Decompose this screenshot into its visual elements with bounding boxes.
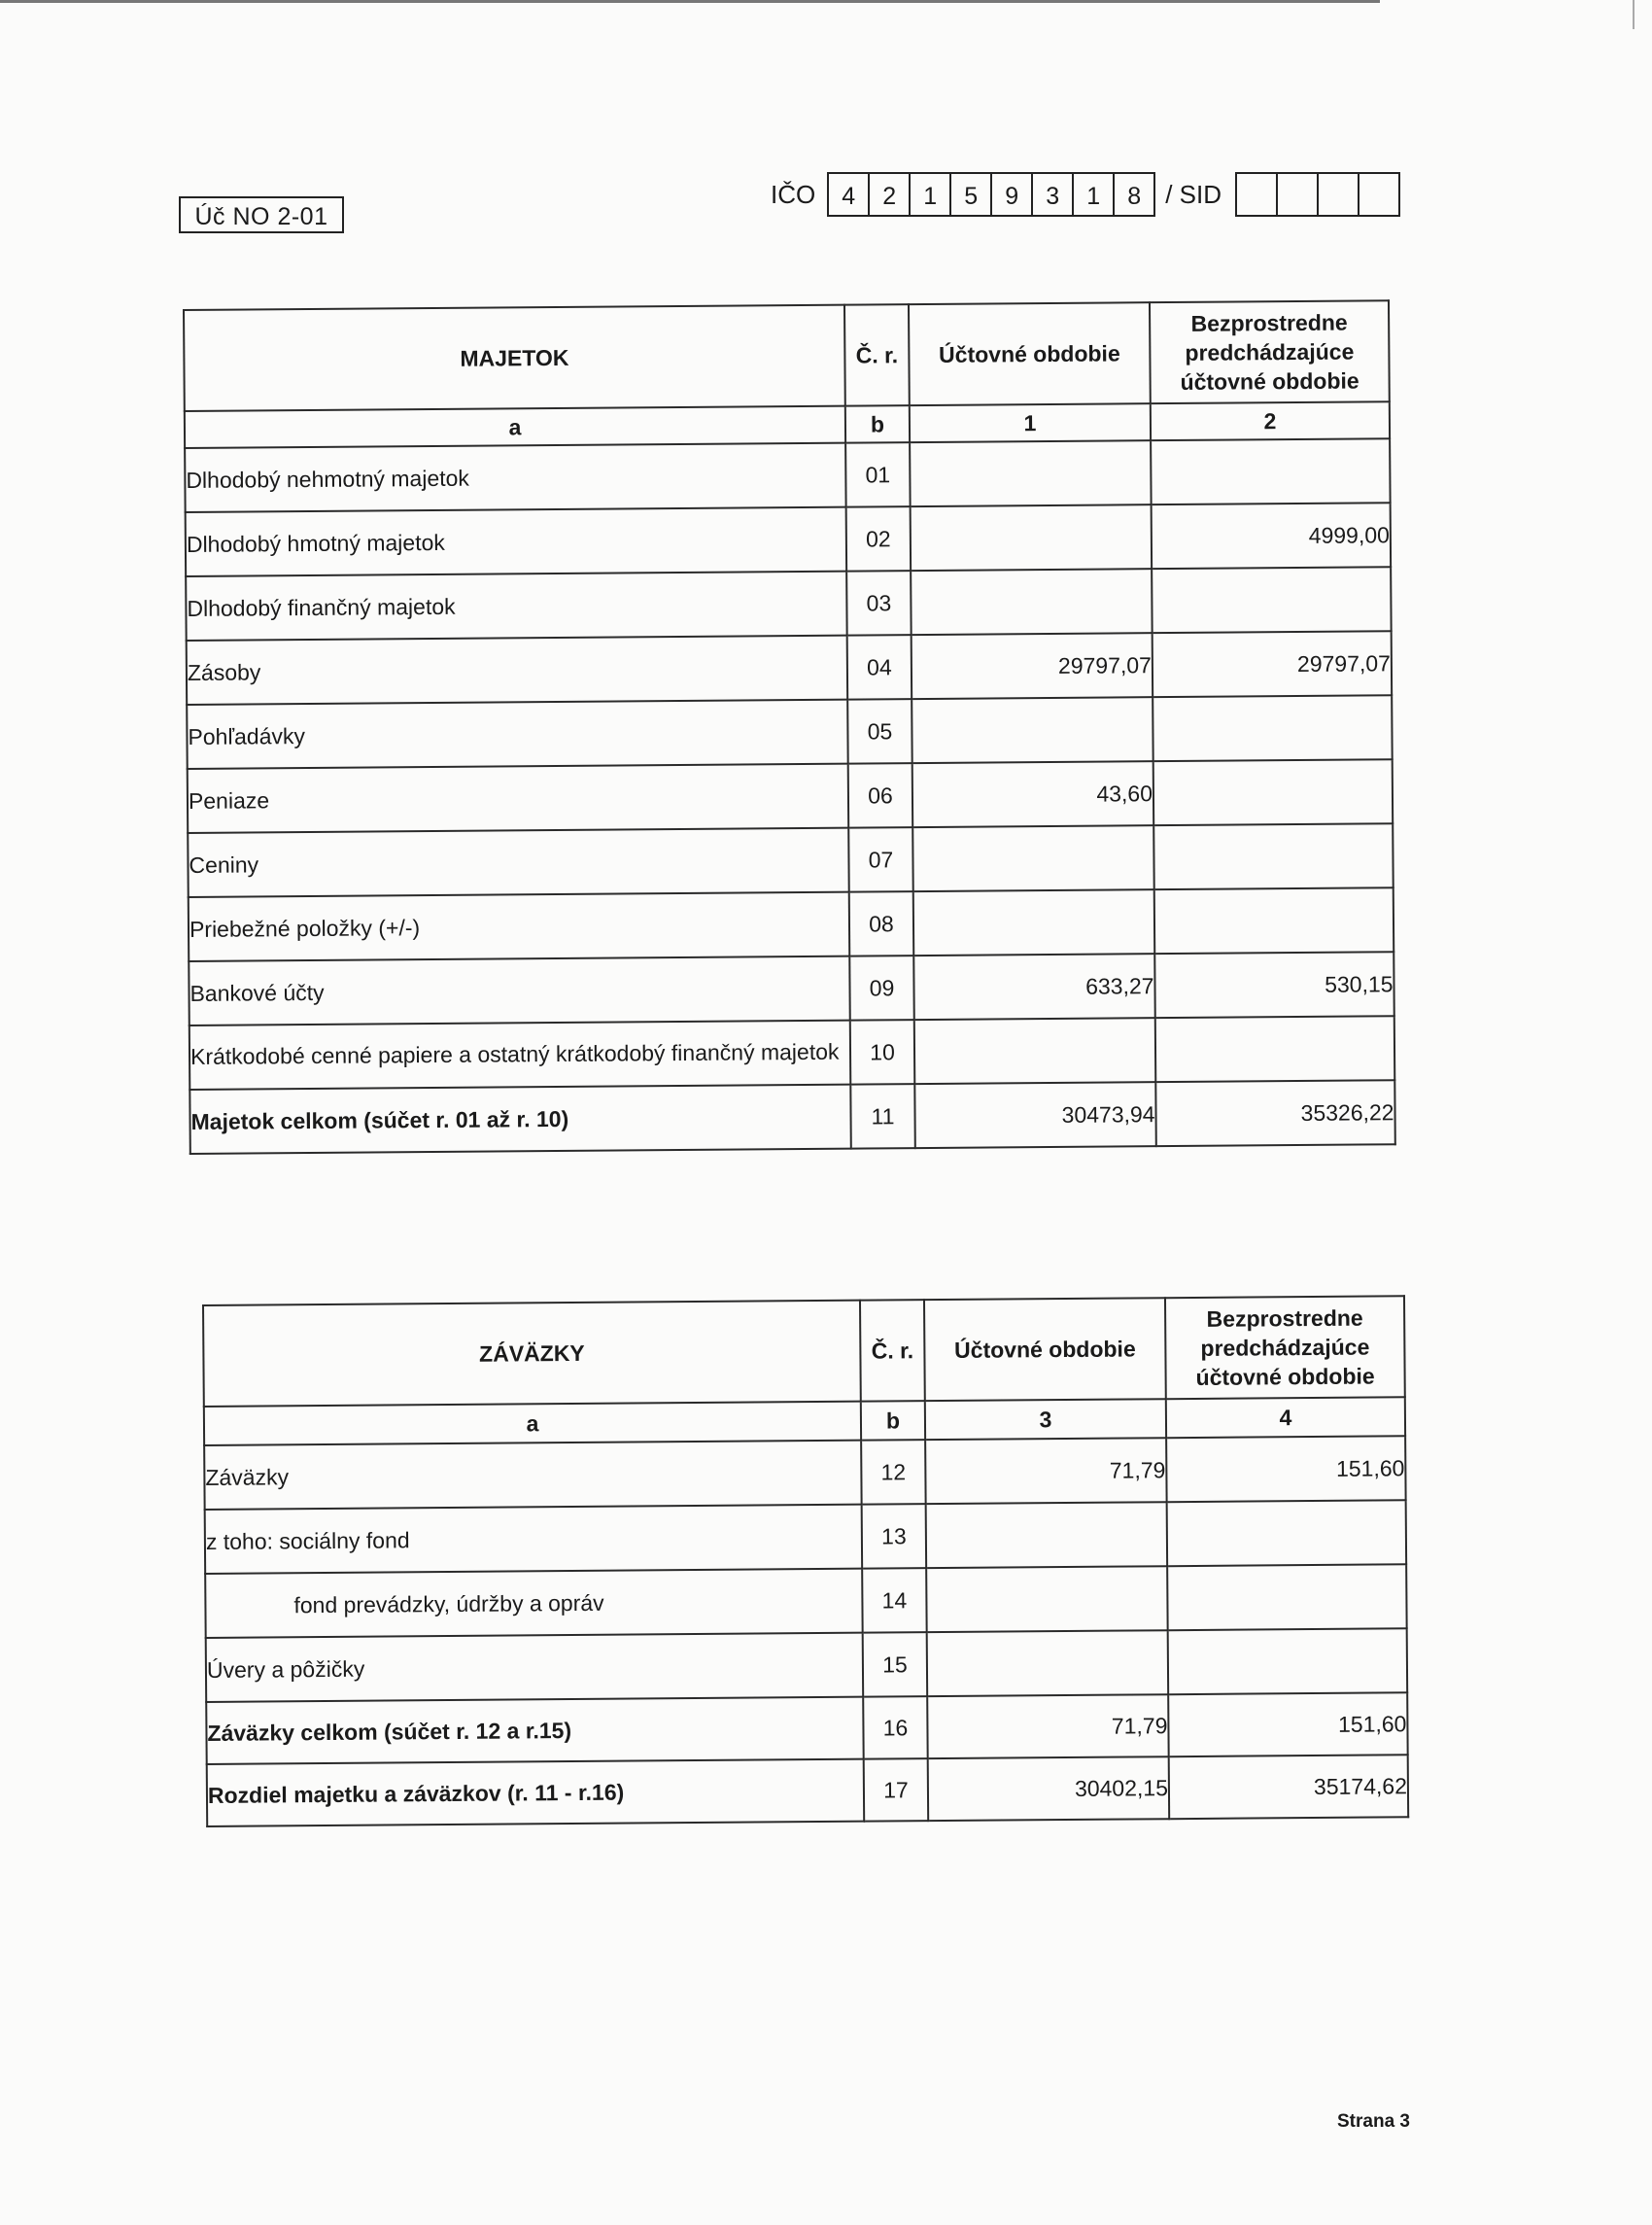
liabilities-header-row <box>203 1296 1405 1407</box>
sub-b: b <box>845 405 910 443</box>
previous-value <box>1155 1016 1395 1082</box>
sub-b: b <box>861 1401 925 1441</box>
row-number: 09 <box>849 956 914 1021</box>
row-number: 14 <box>862 1568 927 1633</box>
table-row <box>187 695 1392 769</box>
assets-table <box>183 299 1396 1155</box>
row-label: Zásoby <box>187 636 847 705</box>
sub-3: 3 <box>925 1399 1166 1440</box>
liabilities-table <box>202 1295 1409 1827</box>
table-row <box>186 503 1391 576</box>
sid-digit-boxes <box>1235 172 1400 217</box>
scan-edge-right <box>1633 0 1635 29</box>
liabilities-title: ZÁVÄZKY <box>203 1301 861 1407</box>
assets-title: MAJETOK <box>184 305 845 411</box>
ico-digit: 5 <box>951 174 992 215</box>
col-nr-header: Č. r. <box>860 1300 925 1402</box>
row-number: 08 <box>849 891 914 956</box>
sub-4: 4 <box>1166 1397 1405 1438</box>
scan-edge-top <box>0 0 1380 3</box>
ico-digit: 1 <box>911 174 951 215</box>
current-value <box>911 569 1153 635</box>
previous-value <box>1154 887 1394 954</box>
current-value <box>927 1630 1169 1696</box>
table-row <box>189 952 1394 1026</box>
sub-a: a <box>204 1402 861 1445</box>
table-row-total <box>207 1755 1408 1826</box>
row-number: 16 <box>863 1696 928 1759</box>
col-nr-header: Č. r. <box>844 304 910 406</box>
row-label: Úvery a pôžičky <box>206 1633 863 1702</box>
previous-value <box>1151 438 1391 504</box>
table-row <box>187 631 1392 705</box>
sid-digit <box>1237 174 1278 215</box>
previous-value <box>1152 567 1392 633</box>
row-number: 03 <box>846 571 912 636</box>
sub-a: a <box>185 406 845 448</box>
table-row <box>205 1564 1406 1638</box>
row-label: Rozdiel majetku a záväzkov (r. 11 - r.16) <box>207 1759 864 1826</box>
page-number: Strana 3 <box>1337 2111 1410 2132</box>
row-label: z toho: sociálny fond <box>205 1505 862 1574</box>
table-row <box>204 1436 1405 1510</box>
current-value: 30402,15 <box>928 1756 1169 1821</box>
current-value: 43,60 <box>912 761 1154 827</box>
row-number: 07 <box>848 827 913 892</box>
row-number: 04 <box>847 635 912 700</box>
sid-digit <box>1278 174 1319 215</box>
previous-value <box>1153 823 1394 889</box>
current-value <box>914 1018 1156 1084</box>
previous-value: 151,60 <box>1166 1436 1406 1502</box>
assets-header-row <box>184 300 1390 411</box>
row-label: Priebežné položky (+/-) <box>189 892 849 961</box>
previous-value: 151,60 <box>1168 1692 1407 1756</box>
current-value: 29797,07 <box>912 633 1153 699</box>
row-label: Ceniny <box>188 828 848 897</box>
ico-digit: 4 <box>829 174 870 215</box>
table-row <box>206 1628 1407 1702</box>
current-value: 71,79 <box>925 1438 1167 1504</box>
sub-1: 1 <box>910 403 1151 442</box>
previous-value: 4999,00 <box>1152 503 1392 569</box>
table-row-total <box>189 1080 1394 1154</box>
previous-value <box>1168 1628 1408 1694</box>
row-label: Majetok celkom (súčet r. 01 až r. 10) <box>189 1085 850 1154</box>
sid-digit <box>1319 174 1359 215</box>
row-label: Záväzky <box>204 1441 861 1510</box>
row-label: Záväzky celkom (súčet r. 12 a r.15) <box>206 1697 863 1764</box>
row-number: 13 <box>862 1504 927 1569</box>
current-value <box>911 504 1153 571</box>
row-number: 10 <box>850 1020 915 1085</box>
previous-value <box>1167 1500 1407 1566</box>
col-previous-header: Bezprostredne predchádzajúce účtovné obdobie <box>1150 300 1390 403</box>
ico-digit: 1 <box>1074 174 1115 215</box>
current-value <box>912 825 1154 891</box>
form-code: Úč NO 2-01 <box>179 196 344 233</box>
current-value <box>926 1502 1168 1568</box>
row-number: 02 <box>846 506 912 572</box>
row-number: 01 <box>845 442 911 507</box>
ico-digit: 2 <box>870 174 911 215</box>
ico-digit: 9 <box>992 174 1033 215</box>
ico-label: IČO <box>771 179 816 209</box>
previous-value <box>1153 695 1393 761</box>
table-row <box>205 1500 1406 1574</box>
table-row <box>188 823 1393 897</box>
row-label: Dlhodobý nehmotný majetok <box>185 443 845 512</box>
row-label: Bankové účty <box>189 956 849 1026</box>
current-value: 30473,94 <box>914 1082 1156 1148</box>
row-number: 15 <box>863 1632 928 1697</box>
ico-digit: 3 <box>1033 174 1074 215</box>
current-value: 71,79 <box>927 1694 1168 1758</box>
col-previous-header: Bezprostredne predchádzajúce účtovné obdobie <box>1165 1296 1405 1399</box>
row-label: Dlhodobý hmotný majetok <box>186 507 846 576</box>
previous-value: 29797,07 <box>1153 631 1393 697</box>
table-row <box>188 759 1393 833</box>
row-label: Krátkodobé cenné papiere a ostatný krátkodobý finančný majetok <box>189 1021 850 1090</box>
row-number: 17 <box>864 1758 929 1822</box>
previous-value: 530,15 <box>1154 952 1394 1018</box>
row-number: 06 <box>848 763 913 828</box>
row-label: Dlhodobý finančný majetok <box>186 572 846 641</box>
previous-value: 35326,22 <box>1155 1080 1395 1146</box>
sid-digit <box>1359 174 1398 215</box>
current-value: 633,27 <box>913 954 1155 1020</box>
row-number: 12 <box>861 1440 926 1505</box>
previous-value <box>1153 759 1394 825</box>
previous-value <box>1167 1564 1407 1630</box>
previous-value: 35174,62 <box>1169 1755 1408 1819</box>
table-row <box>186 567 1391 641</box>
ico-digit-boxes <box>827 172 1155 217</box>
sid-label: / SID <box>1165 179 1222 209</box>
table-row <box>189 887 1394 961</box>
ico-field <box>771 170 1400 219</box>
current-value <box>926 1566 1168 1632</box>
table-row-total <box>206 1692 1407 1764</box>
current-value <box>912 697 1153 763</box>
sub-2: 2 <box>1151 401 1390 440</box>
col-current-header: Účtovné obdobie <box>909 302 1151 405</box>
col-current-header: Účtovné obdobie <box>924 1298 1166 1401</box>
table-row <box>189 1016 1394 1090</box>
row-label: Peniaze <box>188 764 848 833</box>
current-value <box>910 440 1152 506</box>
current-value <box>913 889 1155 956</box>
table-row <box>185 438 1390 512</box>
row-label: Pohľadávky <box>187 700 847 769</box>
ico-digit: 8 <box>1127 183 1142 210</box>
row-number: 11 <box>850 1084 915 1149</box>
row-number: 05 <box>847 699 912 764</box>
row-label: fond prevádzky, údržby a opráv <box>205 1569 862 1638</box>
